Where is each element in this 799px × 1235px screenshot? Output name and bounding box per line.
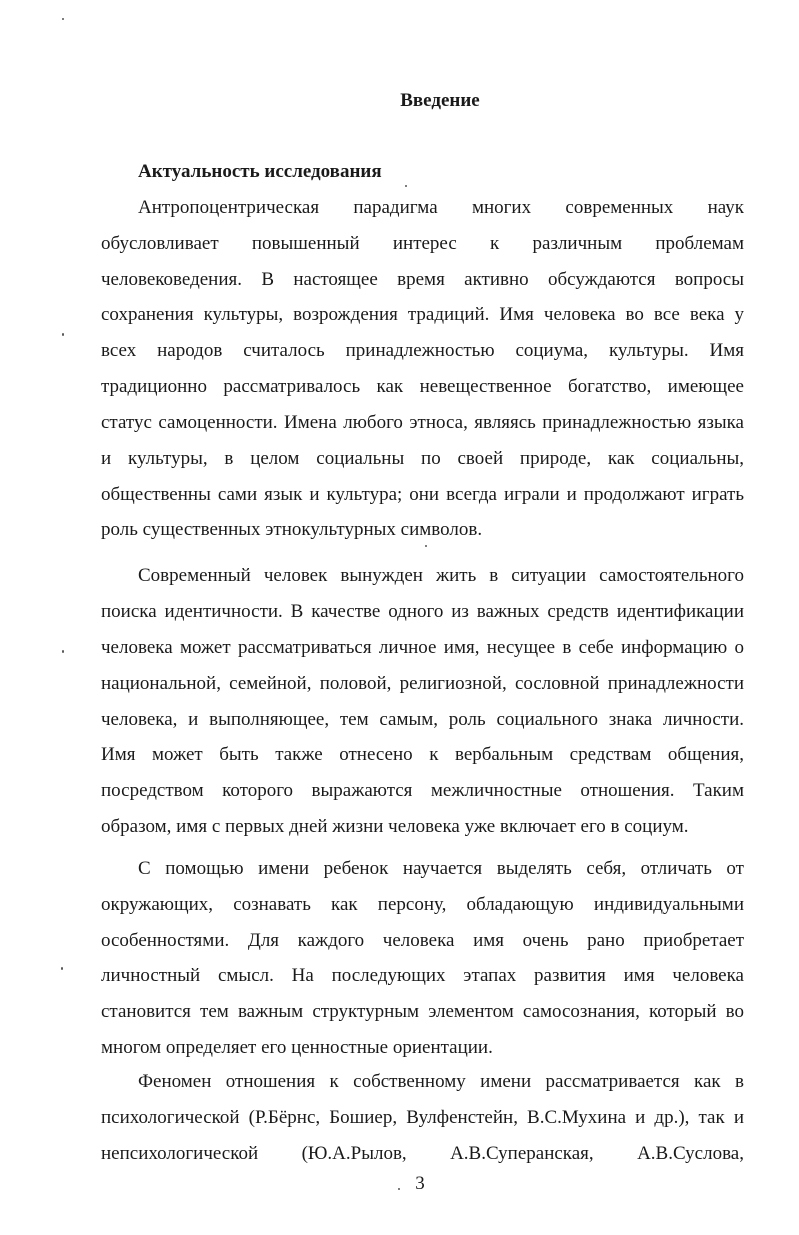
text-line: посредством которого выражаются межличностные отношения. Таким: [101, 780, 744, 801]
text-line: Современный человек вынужден жить в ситуации самостоятельного: [138, 565, 744, 586]
text-line: Антропоцентрическая парадигма многих современных наук: [138, 197, 744, 218]
text-line: Феномен отношения к собственному имени рассматривается как в: [138, 1071, 744, 1092]
text-line: С помощью имени ребенок научается выделять себя, отличать от: [138, 858, 744, 879]
text-line: и культуры, в целом социальны по своей природе, как социальны,: [101, 448, 744, 469]
text-line: личностный смысл. На последующих этапах развития имя человека: [101, 965, 744, 986]
text-line: национальной, семейной, половой, религиозной, сословной принадлежности: [101, 673, 744, 694]
text-line: сохранения культуры, возрождения традиций. Имя человека во все века у: [101, 304, 744, 325]
text-line: образом, имя с первых дней жизни человека уже включает его в социум.: [101, 816, 689, 837]
text-line: окружающих, сознавать как персону, обладающую индивидуальными: [101, 894, 744, 915]
text-line: человека может рассматриваться личное имя, несущее в себе информацию о: [101, 637, 744, 658]
text-line: человековедения. В настоящее время активно обсуждаются вопросы: [101, 269, 744, 290]
text-line: всех народов считалось принадлежностью социума, культуры. Имя: [101, 340, 744, 361]
text-line: статус самоценности. Имена любого этноса, являясь принадлежностью языка: [101, 412, 744, 433]
text-line: человека, и выполняющее, тем самым, роль социального знака личности.: [101, 709, 744, 730]
text-line: Имя может быть также отнесено к вербальным средствам общения,: [101, 744, 744, 765]
scan-speck: [425, 545, 427, 547]
text-line: традиционно рассматривалось как невещественное богатство, имеющее: [101, 376, 744, 397]
scan-speck: [62, 650, 64, 653]
section-heading: Актуальность исследования: [138, 161, 382, 182]
text-line: обусловливает повышенный интерес к различным проблемам: [101, 233, 744, 254]
text-line: многом определяет его ценностные ориентации.: [101, 1037, 493, 1058]
scan-speck: [398, 1188, 400, 1190]
scan-speck: [405, 185, 407, 187]
page-title: Введение: [400, 90, 480, 111]
text-line: непсихологической (Ю.А.Рылов, А.В.Суперанская, А.В.Суслова,: [101, 1143, 744, 1164]
text-line: поиска идентичности. В качестве одного из важных средств идентификации: [101, 601, 744, 622]
text-line: роль существенных этнокультурных символов.: [101, 519, 483, 540]
scan-speck: [62, 18, 64, 20]
page-number: 3: [415, 1173, 425, 1194]
text-line: психологической (Р.Бёрнс, Бошиер, Вулфенстейн, В.С.Мухина и др.), так и: [101, 1107, 744, 1128]
text-line: становится тем важным структурным элементом самосознания, который во: [101, 1001, 744, 1022]
text-line: особенностями. Для каждого человека имя очень рано приобретает: [101, 930, 744, 951]
scan-speck: [61, 967, 63, 970]
scan-speck: [62, 333, 64, 336]
text-line: общественны сами язык и культура; они всегда играли и продолжают играть: [101, 484, 744, 505]
